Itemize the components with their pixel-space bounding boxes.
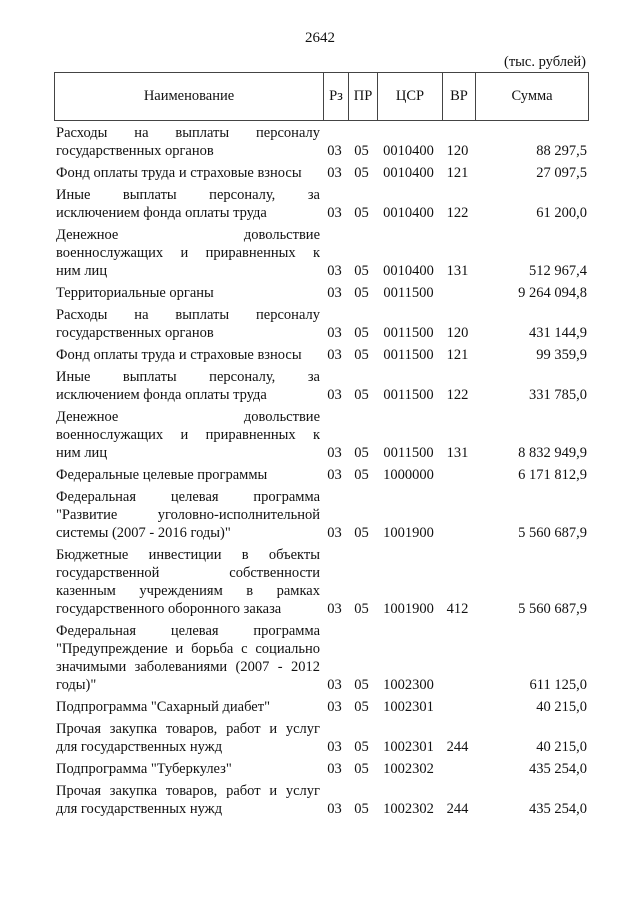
row-csr: 0011500 bbox=[383, 387, 434, 403]
row-name-line: "Развитие уголовно-исполнительной bbox=[56, 507, 320, 523]
header-vr: ВР bbox=[442, 73, 475, 120]
header-csr: ЦСР bbox=[377, 73, 442, 120]
row-rz: 03 bbox=[327, 445, 342, 461]
row-rz: 03 bbox=[327, 761, 342, 777]
row-rz: 03 bbox=[327, 347, 342, 363]
table-header bbox=[54, 72, 589, 121]
row-name-line: военнослужащих и приравненных к bbox=[56, 427, 320, 443]
row-rz: 03 bbox=[327, 325, 342, 341]
row-rz: 03 bbox=[327, 699, 342, 715]
row-vr: 122 bbox=[446, 387, 469, 403]
row-csr: 0011500 bbox=[383, 325, 434, 341]
row-csr: 0010400 bbox=[383, 205, 434, 221]
header-pr: ПР bbox=[348, 73, 377, 120]
row-csr: 1001900 bbox=[383, 601, 434, 617]
row-pr: 05 bbox=[354, 525, 369, 541]
row-name bbox=[54, 782, 322, 818]
row-name-line: государственной собственности bbox=[56, 565, 320, 581]
row-pr: 05 bbox=[354, 801, 369, 817]
row-vr: 122 bbox=[446, 205, 469, 221]
row-name bbox=[54, 488, 322, 542]
row-sum: 40 215,0 bbox=[536, 739, 587, 755]
row-name-line: Федеральная целевая программа bbox=[56, 623, 320, 639]
row-rz: 03 bbox=[327, 387, 342, 403]
row-pr: 05 bbox=[354, 205, 369, 221]
row-pr: 05 bbox=[354, 143, 369, 159]
row-rz: 03 bbox=[327, 263, 342, 279]
row-pr: 05 bbox=[354, 677, 369, 693]
row-name-line: Иные выплаты персоналу, за bbox=[56, 369, 320, 385]
row-name bbox=[54, 408, 322, 462]
row-csr: 1002300 bbox=[383, 677, 434, 693]
row-vr: 120 bbox=[446, 325, 469, 341]
row-name bbox=[54, 698, 322, 716]
row-vr: 244 bbox=[446, 739, 469, 755]
row-sum: 27 097,5 bbox=[536, 165, 587, 181]
row-csr: 1002301 bbox=[383, 739, 434, 755]
row-csr: 0010400 bbox=[383, 263, 434, 279]
row-name-line: Прочая закупка товаров, работ и услуг bbox=[56, 721, 320, 737]
row-rz: 03 bbox=[327, 601, 342, 617]
row-name-line: Расходы на выплаты персоналу bbox=[56, 307, 320, 323]
row-pr: 05 bbox=[354, 387, 369, 403]
row-sum: 431 144,9 bbox=[529, 325, 587, 341]
row-csr: 1001900 bbox=[383, 525, 434, 541]
row-sum: 435 254,0 bbox=[529, 761, 587, 777]
row-pr: 05 bbox=[354, 739, 369, 755]
table-body bbox=[54, 124, 589, 822]
row-pr: 05 bbox=[354, 699, 369, 715]
row-name-line: Бюджетные инвестиции в объекты bbox=[56, 547, 320, 563]
row-sum: 8 832 949,9 bbox=[518, 445, 587, 461]
units-label: (тыс. рублей) bbox=[504, 54, 586, 70]
row-rz: 03 bbox=[327, 285, 342, 301]
row-vr: 131 bbox=[446, 263, 469, 279]
row-pr: 05 bbox=[354, 325, 369, 341]
row-name-line: Подпрограмма "Сахарный диабет" bbox=[56, 699, 270, 715]
row-name-line: военнослужащих и приравненных к bbox=[56, 245, 320, 261]
row-rz: 03 bbox=[327, 801, 342, 817]
row-rz: 03 bbox=[327, 205, 342, 221]
row-name-line: исключением фонда оплаты труда bbox=[56, 205, 267, 221]
row-name bbox=[54, 124, 322, 160]
table-row bbox=[54, 186, 589, 222]
row-name-line: Расходы на выплаты персоналу bbox=[56, 125, 320, 141]
table-row bbox=[54, 546, 589, 618]
row-name-line: казенным учреждениям в рамках bbox=[56, 583, 320, 599]
header-name: Наименование bbox=[143, 88, 235, 104]
row-vr: 120 bbox=[446, 143, 469, 159]
row-rz: 03 bbox=[327, 143, 342, 159]
row-name bbox=[54, 720, 322, 756]
table-row bbox=[54, 306, 589, 342]
row-name-line: исключением фонда оплаты труда bbox=[56, 387, 267, 403]
row-name bbox=[54, 226, 322, 280]
row-name bbox=[54, 284, 322, 302]
row-csr: 0010400 bbox=[383, 143, 434, 159]
row-name bbox=[54, 466, 322, 484]
row-rz: 03 bbox=[327, 467, 342, 483]
row-name-line: годы)" bbox=[56, 677, 97, 693]
row-name bbox=[54, 760, 322, 778]
table-row bbox=[54, 164, 589, 182]
table-row bbox=[54, 720, 589, 756]
row-name-line: государственных органов bbox=[56, 143, 214, 159]
row-sum: 61 200,0 bbox=[536, 205, 587, 221]
row-csr: 0011500 bbox=[383, 285, 434, 301]
row-name-line: для государственных нужд bbox=[56, 801, 223, 817]
row-name bbox=[54, 186, 322, 222]
row-name bbox=[54, 368, 322, 404]
row-csr: 1002302 bbox=[383, 761, 434, 777]
row-name-line: ним лиц bbox=[56, 445, 108, 461]
row-name-line: Денежное довольствие bbox=[56, 409, 320, 425]
table-row bbox=[54, 782, 589, 818]
row-pr: 05 bbox=[354, 601, 369, 617]
row-name bbox=[54, 346, 322, 364]
table-row bbox=[54, 488, 589, 542]
row-pr: 05 bbox=[354, 761, 369, 777]
row-vr: 121 bbox=[446, 347, 469, 363]
row-name-line: Денежное довольствие bbox=[56, 227, 320, 243]
row-vr: 412 bbox=[446, 601, 469, 617]
row-pr: 05 bbox=[354, 263, 369, 279]
row-vr: 121 bbox=[446, 165, 469, 181]
header-sum: Сумма bbox=[475, 73, 588, 120]
page-number: 2642 bbox=[305, 30, 335, 46]
table-row bbox=[54, 226, 589, 280]
row-name-line: Федеральные целевые программы bbox=[56, 467, 268, 483]
row-sum: 331 785,0 bbox=[529, 387, 587, 403]
row-name-line: Подпрограмма "Туберкулез" bbox=[56, 761, 232, 777]
row-sum: 435 254,0 bbox=[529, 801, 587, 817]
row-name-line: государственного оборонного заказа bbox=[56, 601, 282, 617]
row-sum: 40 215,0 bbox=[536, 699, 587, 715]
row-csr: 1002301 bbox=[383, 699, 434, 715]
row-rz: 03 bbox=[327, 677, 342, 693]
row-name-line: Прочая закупка товаров, работ и услуг bbox=[56, 783, 320, 799]
table-row bbox=[54, 284, 589, 302]
row-rz: 03 bbox=[327, 165, 342, 181]
row-sum: 5 560 687,9 bbox=[518, 601, 587, 617]
row-csr: 0011500 bbox=[383, 445, 434, 461]
row-csr: 1000000 bbox=[383, 467, 434, 483]
row-sum: 88 297,5 bbox=[536, 143, 587, 159]
row-pr: 05 bbox=[354, 445, 369, 461]
row-name-line: Фонд оплаты труда и страховые взносы bbox=[56, 165, 302, 181]
row-name-line: ним лиц bbox=[56, 263, 108, 279]
row-rz: 03 bbox=[327, 525, 342, 541]
table-row bbox=[54, 408, 589, 462]
row-name bbox=[54, 164, 322, 182]
row-name-line: системы (2007 - 2016 годы)" bbox=[56, 525, 231, 541]
table-row bbox=[54, 466, 589, 484]
row-pr: 05 bbox=[354, 165, 369, 181]
row-sum: 611 125,0 bbox=[529, 677, 587, 693]
row-vr: 131 bbox=[446, 445, 469, 461]
row-sum: 5 560 687,9 bbox=[518, 525, 587, 541]
row-csr: 0011500 bbox=[383, 347, 434, 363]
header-rz: Рз bbox=[323, 73, 348, 120]
row-name-line: Фонд оплаты труда и страховые взносы bbox=[56, 347, 302, 363]
row-name-line: Иные выплаты персоналу, за bbox=[56, 187, 320, 203]
table-row bbox=[54, 760, 589, 778]
row-sum: 6 171 812,9 bbox=[518, 467, 587, 483]
row-vr: 244 bbox=[446, 801, 469, 817]
row-csr: 1002302 bbox=[383, 801, 434, 817]
row-sum: 99 359,9 bbox=[536, 347, 587, 363]
row-pr: 05 bbox=[354, 467, 369, 483]
row-pr: 05 bbox=[354, 285, 369, 301]
row-rz: 03 bbox=[327, 739, 342, 755]
row-name bbox=[54, 622, 322, 694]
row-name-line: "Предупреждение и борьба с социально bbox=[56, 641, 320, 657]
row-sum: 512 967,4 bbox=[529, 263, 587, 279]
row-name-line: значимыми заболеваниями (2007 - 2012 bbox=[56, 659, 320, 675]
table-row bbox=[54, 346, 589, 364]
row-name-line: государственных органов bbox=[56, 325, 214, 341]
table-row bbox=[54, 698, 589, 716]
row-name bbox=[54, 546, 322, 618]
row-name-line: Территориальные органы bbox=[56, 285, 214, 301]
row-name bbox=[54, 306, 322, 342]
row-sum: 9 264 094,8 bbox=[518, 285, 587, 301]
row-pr: 05 bbox=[354, 347, 369, 363]
table-row bbox=[54, 622, 589, 694]
row-name-line: Федеральная целевая программа bbox=[56, 489, 320, 505]
table-row bbox=[54, 124, 589, 160]
table-row bbox=[54, 368, 589, 404]
row-csr: 0010400 bbox=[383, 165, 434, 181]
row-name-line: для государственных нужд bbox=[56, 739, 223, 755]
